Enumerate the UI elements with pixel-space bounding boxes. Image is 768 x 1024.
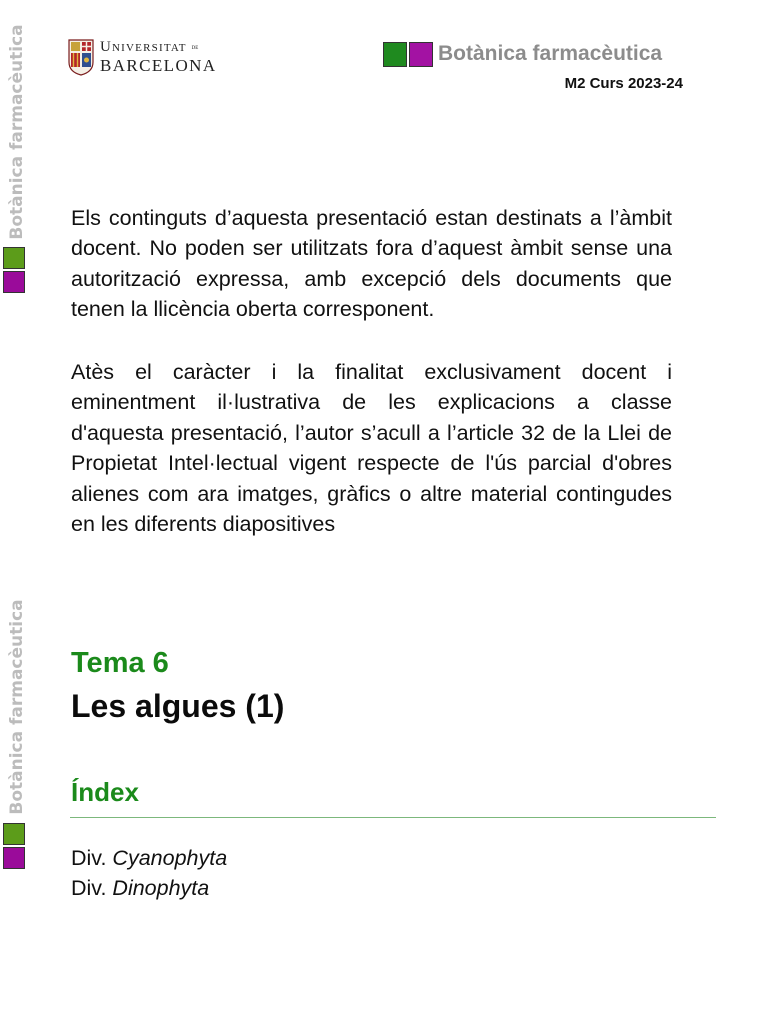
topic-title: Les algues (1) <box>71 688 285 724</box>
disclaimer-paragraph-1: Els continguts d’aquesta presentació estan destinats a l’àmbit docent. No poden ser utilitzats fora d’aquest àmbit sense una autorització expressa, amb excepció dels documents que tenen la llicència oberta corresponent. <box>71 205 672 322</box>
disclaimer-paragraph-2: Atès el caràcter i la finalitat exclusivament docent i eminentment il·lustrativa de les explicacions a classe d'aquesta presentació, l’autor s’acull a l’article 32 de la Llei de Propietat Intel·lectual vigent respecte de l'ús parcial d'obres alienes com ara imatges, gràfics o altre material contingudes en les diferents diapositives <box>71 359 672 537</box>
index-item-prefix: Div. <box>71 846 107 870</box>
topic-number: Tema 6 <box>71 647 169 679</box>
header-color-squares <box>383 42 433 67</box>
university-logo <box>68 38 217 76</box>
sidebar-purple-square-bottom <box>3 847 25 869</box>
index-item-name: Cyanophyta <box>112 846 228 870</box>
university-wordmark-line1: Universitat <box>100 39 187 55</box>
index-divider <box>70 817 716 818</box>
index-item-cyanophyta <box>71 843 227 873</box>
university-shield-icon <box>68 38 94 76</box>
sidebar-green-square-top <box>3 247 25 269</box>
index-heading: Índex <box>71 777 139 807</box>
university-wordmark <box>100 40 217 74</box>
header-course-year: M2 Curs 2023-24 <box>564 75 683 92</box>
sidebar-purple-square-top <box>3 271 25 293</box>
header-purple-square <box>409 42 433 67</box>
sidebar-label-bottom: Botànica farmacèutica <box>7 599 27 815</box>
sidebar-green-square-bottom <box>3 823 25 845</box>
header-green-square <box>383 42 407 67</box>
sidebar-label-top: Botànica farmacèutica <box>7 24 27 240</box>
index-item-prefix: Div. <box>71 876 107 900</box>
university-wordmark-de: de <box>191 43 199 52</box>
university-wordmark-line2: BARCELONA <box>100 56 217 75</box>
header-course-title: Botànica farmacèutica <box>438 42 663 65</box>
index-item-name: Dinophyta <box>112 876 210 900</box>
index-list <box>71 843 227 903</box>
index-item-dinophyta <box>71 873 227 903</box>
